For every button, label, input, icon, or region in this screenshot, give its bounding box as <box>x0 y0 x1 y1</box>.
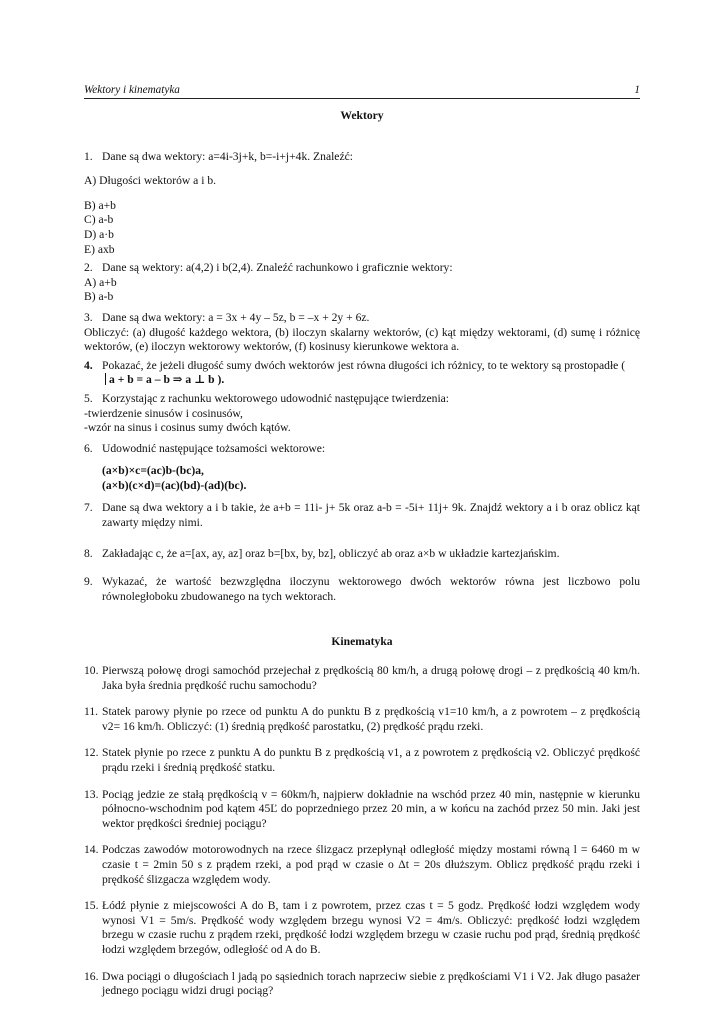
problem-text <box>102 359 640 388</box>
problem-text: Łódź płynie z miejscowości A do B, tam i z powrotem, przez czas t = 5 godz. Prędkość łodzi względem wody wynosi V1 = 5m/s. Prędkość wody względem brzegu wynosi V2 = 4m/s. Obliczyć: prędkość łodzi względem brzegu w czasie ruchu z prądem rzeki, prędkość łodzi względem brzegu w czasie ruchu pod prąd, średnią prędkość łodzi względem brzegów, odległość od A do B. <box>102 899 640 956</box>
problem-2 <box>84 261 640 276</box>
problem-1-item-c: C) a-b <box>84 213 114 227</box>
problem-16 <box>84 970 640 999</box>
problem-13 <box>84 788 640 832</box>
problem-2-item-a: A) a+b <box>84 275 117 289</box>
problem-number: 15. <box>84 899 99 913</box>
problem-11 <box>84 705 640 734</box>
problem-number: 12. <box>84 746 99 760</box>
problem-4-text: Pokazać, że jeżeli długość sumy dwóch wektorów jest równa długości ich różnicy, to te wektory są prostopadłe ( <box>102 358 626 372</box>
running-header <box>84 86 640 99</box>
problem-number: 2. <box>84 261 93 275</box>
problem-text: Dane są dwa wektory: a=4i-3j+k, b=-i+j+4k. Znaleźć: <box>102 149 353 163</box>
problem-9 <box>84 575 640 604</box>
problem-number: 14. <box>84 843 99 857</box>
problem-2-item-b: B) a-b <box>84 290 114 304</box>
problem-4-formula: a + b = a – b ⇒ a ⊥ b ). <box>109 373 225 387</box>
problem-text: Dwa pociągi o długościach l jadą po sąsiednich torach naprzeciw siebie z prędkościami V1 i V2. Jak długo pasażer jednego pociągu widzi drugi pociąg? <box>102 969 640 998</box>
problem-text: Dane są wektory: a(4,2) i b(2,4). Znaleźć rachunkowo i graficznie wektory: <box>102 261 453 275</box>
problem-number: 6. <box>84 441 93 455</box>
problem-text: Podczas zawodów motorowodnych na rzece ślizgacz przepłynął odległość między mostami równą l = 6460 m w czasie t = 2min 50 s z prądem rzeki, a pod prąd w czasie o Δt = 20s dłuższym. Oblicz prędkość prądu rzeki i prędkość ślizgacza względem wody. <box>102 843 640 886</box>
problem-number: 13. <box>84 787 99 801</box>
problem-text: Dane są dwa wektory: a = 3x + 4y – 5z, b = –x + 2y + 6z. <box>102 310 370 324</box>
problem-text: Wykazać, że wartość bezwzględna iloczynu wektorowego dwóch wektorów równa jest liczbowo polu równoległoboku zbudowanego na tych wektorach. <box>102 575 640 603</box>
problem-12 <box>84 746 640 775</box>
problem-text: Korzystając z rachunku wektorowego udowodnić następujące twierdzenia: <box>102 391 450 405</box>
problem-1-item-d: D) a·b <box>84 227 114 241</box>
document-page <box>84 86 640 999</box>
problem-5-item-1: -twierdzenie sinusów i cosinusów, <box>84 406 243 420</box>
problem-number: 5. <box>84 391 93 405</box>
problem-1-item-a: A) Długości wektorów a i b. <box>84 174 217 188</box>
problem-text: Pierwszą połowę drogi samochód przejechał z prędkością 80 km/h, a drugą połowę drogi – z prędkością 40 km/h. Jaka była średnia prędkość ruchu samochodu? <box>102 664 640 692</box>
section-title-kinematics: Kinematyka <box>331 635 393 649</box>
problem-1-item-e: E) axb <box>84 242 115 256</box>
problem-number: 16. <box>84 969 99 983</box>
problem-8 <box>84 547 640 562</box>
problem-text: Udowodnić następujące tożsamości wektorowe: <box>102 441 326 455</box>
problem-15 <box>84 899 640 957</box>
problem-3-body: Obliczyć: (a) długość każdego wektora, (b) iloczyn skalarny wektorów, (c) kąt między wektorami, (d) sumę i różnicę wektorów, (e) iloczyn wektorowy wektorów, (f) kosinusy kierunkowe wektora a. <box>84 325 640 354</box>
problem-3 <box>84 311 640 326</box>
problem-1 <box>84 150 640 165</box>
problem-4 <box>84 359 640 388</box>
problem-text: Statek płynie po rzece z punktu A do punktu B z prędkością v1, a z powrotem z prędkością v2. Obliczyć prędkość prądu rzeki i średnią prędkość statku. <box>102 746 640 774</box>
problem-number: 11. <box>84 705 99 719</box>
problem-7 <box>84 501 640 530</box>
problem-number: 7. <box>84 501 93 515</box>
problem-number: 9. <box>84 575 93 589</box>
header-title: Wektory i kinematyka <box>84 84 180 97</box>
problem-number: 8. <box>84 546 93 560</box>
problem-text: Pociąg jedzie ze stałą prędkością v = 60km/h, najpierw dokładnie na wschód przez 40 min, następnie w kierunku północno-wschodnim pod kątem 45Ľ do poprzedniego przez 20 min, a w końcu na zachód przez 50 min. Jaki jest wektor prędkości średniej pociągu? <box>102 787 640 830</box>
problem-text: Zakładając c, że a=[ax, ay, az] oraz b=[bx, by, bz], obliczyć ab oraz a×b w układzie kartezjańskim. <box>102 546 560 560</box>
page-number: 1 <box>634 84 640 97</box>
problem-14 <box>84 843 640 887</box>
problem-5-item-2: -wzór na sinus i cosinus sumy dwóch kątów. <box>84 421 291 435</box>
problem-number: 10. <box>84 664 99 678</box>
section-title-vectors: Wektory <box>340 109 384 122</box>
problem-number: 3. <box>84 310 93 324</box>
problem-number: 4. <box>84 358 93 372</box>
problem-6 <box>84 442 640 457</box>
problem-6-identity-2: (a×b)(c×d)=(ac)(bd)-(ad)(bc). <box>102 478 247 492</box>
problem-10 <box>84 664 640 693</box>
abs-bar <box>105 373 106 385</box>
problem-text: Statek parowy płynie po rzece od punktu A do punktu B z prędkością v1=10 km/h, a z powrotem – z prędkością v2= 16 km/h. Obliczyć: (1) średnią prędkość parostatku, (2) prędkość prądu rzeki. <box>102 705 640 733</box>
problem-5 <box>84 392 640 407</box>
problem-6-identity-1: (a×b)×c=(ac)b-(bc)a, <box>102 464 204 478</box>
problem-1-item-b: B) a+b <box>84 198 116 212</box>
problem-number: 1. <box>84 149 93 163</box>
problem-text: Dane są dwa wektory a i b takie, że a+b = 11i- j+ 5k oraz a-b = -5i+ 11j+ 9k. Znajdź wektory a i b oraz oblicz kąt zawarty między nimi. <box>102 501 640 530</box>
